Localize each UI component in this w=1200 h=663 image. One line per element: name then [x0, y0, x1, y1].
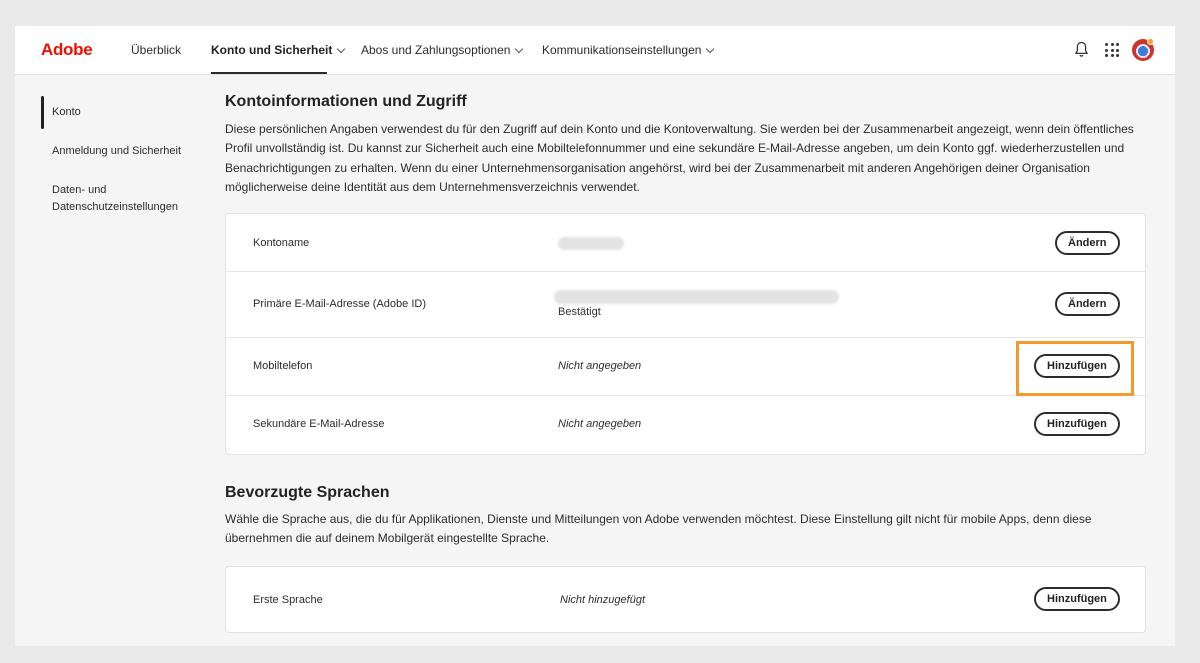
- nav-plans-payment-label: Abos und Zahlungsoptionen: [361, 43, 511, 57]
- sidebar-item-privacy[interactable]: Daten- und Datenschutzeinstellungen: [52, 184, 178, 213]
- bell-icon[interactable]: [1074, 41, 1089, 58]
- notification-dot: [1147, 38, 1154, 45]
- apps-grid-icon[interactable]: [1105, 43, 1119, 57]
- account-section-description: Diese persönlichen Angaben verwendest du für den Zugriff auf dein Konto und die Kontoverwaltung. Sie werden bei der Zusammenarbeit angezeigt, wenn dein öffentliches Profil unvollständig ist. Du kannst zur Sicherheit auch eine Mobiltelefonnummer und eine sekundäre E-Mail-Adresse angeben, um dein Konto ggf. wiederherzustellen und Benachrichtigungen zu erhalten. Wenn du einer Unternehmensorganisation angehörst, wird bei der Zusammenarbeit mit anderen Angehörigen deiner Organisation möglicherweise deine Identität aus dem Unternehmensverzeichnis verwendet.: [225, 122, 1134, 194]
- account-info-card: [225, 213, 1146, 455]
- language-section-title: Bevorzugte Sprachen: [225, 484, 390, 501]
- chevron-down-icon: [337, 44, 345, 52]
- row-label: Sekundäre E-Mail-Adresse: [253, 418, 385, 430]
- top-navigation-bar: [15, 26, 1175, 75]
- sidebar-item-account[interactable]: Konto: [41, 104, 81, 121]
- email-verified-status: Bestätigt: [558, 306, 601, 318]
- adobe-logo[interactable]: Adobe: [41, 40, 93, 59]
- nav-account-security[interactable]: [211, 43, 344, 57]
- add-mobile-phone-button[interactable]: Hinzufügen: [1034, 354, 1120, 378]
- account-section-title: Kontoinformationen und Zugriff: [225, 93, 467, 110]
- chevron-down-icon: [706, 44, 714, 52]
- first-language-value: Nicht hinzugefügt: [560, 594, 645, 606]
- first-language-row: [226, 567, 1145, 634]
- row-label: Erste Sprache: [253, 594, 323, 606]
- change-primary-email-button[interactable]: Ändern: [1055, 292, 1120, 316]
- nav-overview[interactable]: [131, 43, 181, 57]
- nav-overview-label: Überblick: [131, 43, 182, 57]
- redacted-value: [554, 290, 839, 304]
- add-secondary-email-button[interactable]: Hinzufügen: [1034, 412, 1120, 436]
- secondary-email-row: [226, 396, 1145, 454]
- sidebar-item-login-security[interactable]: Anmeldung und Sicherheit: [52, 145, 182, 157]
- change-account-name-button[interactable]: Ändern: [1055, 231, 1120, 255]
- primary-email-row: [226, 272, 1145, 338]
- row-label: Mobiltelefon: [253, 360, 313, 372]
- language-section-description: Wähle die Sprache aus, die du für Applikationen, Dienste und Mitteilungen von Adobe verwenden möchtest. Diese Einstellung gilt nicht für mobile Apps, denn diese übernehmen die auf deinem Mobilgerät eingestellte Sprache.: [225, 512, 1092, 546]
- row-label: Primäre E-Mail-Adresse (Adobe ID): [253, 298, 426, 310]
- mobile-phone-row: [226, 338, 1145, 396]
- add-first-language-button[interactable]: Hinzufügen: [1034, 587, 1120, 611]
- highlight-box: [1016, 341, 1134, 396]
- row-label: Kontoname: [253, 237, 310, 249]
- active-tab-indicator: [211, 72, 327, 74]
- redacted-value: [558, 237, 624, 250]
- language-card: [225, 566, 1146, 633]
- secondary-email-value: Nicht angegeben: [558, 418, 642, 430]
- mobile-phone-value: Nicht angegeben: [558, 360, 642, 372]
- nav-plans-payment[interactable]: [361, 43, 522, 57]
- chevron-down-icon: [515, 44, 523, 52]
- nav-communication-settings-label: Kommunikationseinstellungen: [542, 43, 702, 57]
- nav-account-security-label: Konto und Sicherheit: [211, 43, 333, 57]
- nav-communication-settings[interactable]: [542, 43, 713, 57]
- app-window: [15, 26, 1175, 646]
- account-name-row: [226, 214, 1145, 272]
